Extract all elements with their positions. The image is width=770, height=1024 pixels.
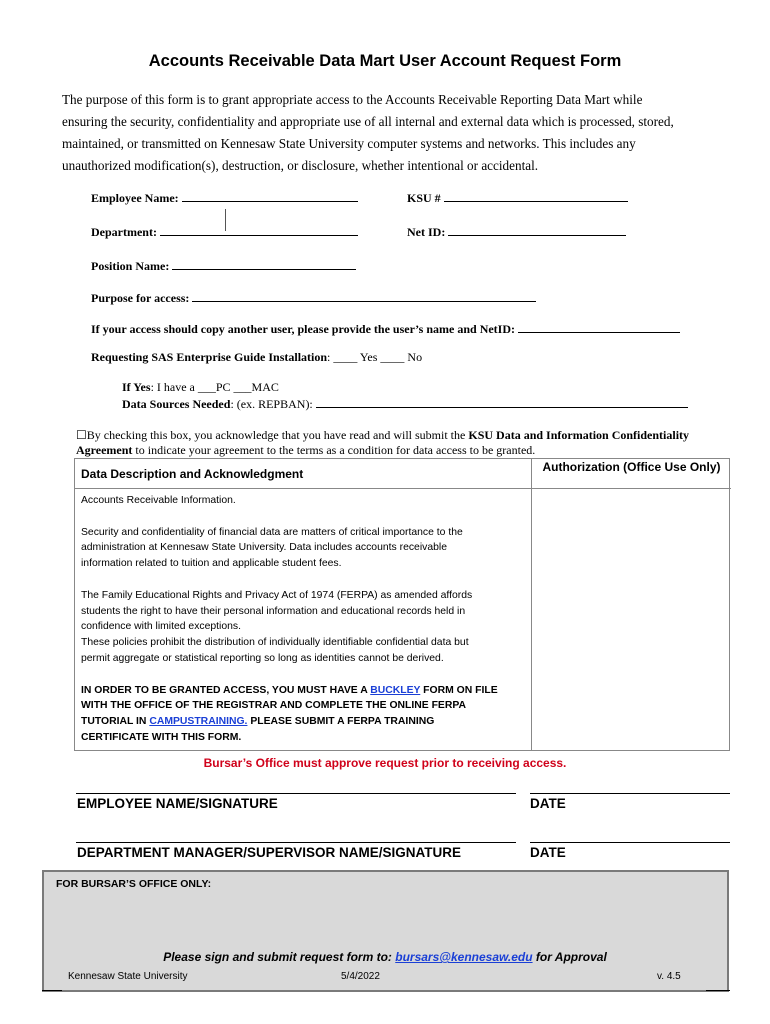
bursar-office-label: FOR BURSAR’S OFFICE ONLY:: [56, 878, 212, 890]
footer-org: Kennesaw State University: [68, 971, 188, 982]
copy-user-line[interactable]: [518, 321, 680, 333]
table-line: The Family Educational Rights and Privacy Act of 1974 (FERPA) as amended affords: [81, 589, 473, 601]
ferpa-notice-line: CERTIFICATE WITH THIS FORM.: [81, 731, 242, 743]
net-id-label: Net ID:: [407, 225, 446, 239]
table-body-left: [75, 489, 532, 751]
footer-rule-right: [706, 990, 730, 991]
table-line: information related to tuition and applicable student fees.: [81, 558, 342, 570]
table-line: These policies prohibit the distribution of individually identifiable confidential data but: [81, 637, 469, 649]
employee-date-label: DATE: [530, 796, 566, 811]
agreement-text: to indicate your agreement to the terms as a condition for data access to be granted.: [135, 443, 536, 457]
ferpa-notice-line: TUTORIAL IN CAMPUSTRAINING. PLEASE SUBMIT A FERPA TRAINING: [81, 716, 435, 728]
checkbox-text: By checking this box, you acknowledge that you have read and will submit the: [86, 428, 466, 442]
table-line: confidence with limited exceptions.: [81, 621, 241, 633]
intro-line: unauthorized modification(s), destruction, or disclosure, whether intentional or accidental.: [62, 158, 539, 173]
acknowledge-checkbox-row[interactable]: [76, 428, 689, 443]
table-line: Accounts Receivable Information.: [81, 495, 236, 506]
acknowledge-checkbox[interactable]: ☐: [76, 428, 87, 442]
employee-signature-label: EMPLOYEE NAME/SIGNATURE: [77, 796, 278, 811]
footer-version: v. 4.5: [657, 971, 681, 982]
confidentiality-agreement-title: KSU Data and Information Confidentiality: [468, 428, 690, 442]
copy-user-field[interactable]: [91, 321, 680, 337]
intro-line: The purpose of this form is to grant appropriate access to the Accounts Receivable Reporting Data Mart while: [62, 92, 643, 107]
sas-options[interactable]: : ____ Yes ____ No: [327, 350, 423, 364]
position-name-line[interactable]: [172, 258, 356, 270]
data-sources-hint: : (ex. REPBAN):: [230, 397, 316, 411]
manager-date-line[interactable]: [530, 842, 730, 843]
agreement-word: Agreement: [76, 443, 133, 457]
ksu-number-line[interactable]: [444, 190, 628, 202]
approval-note: Bursar’s Office must approve request prior to receiving access.: [203, 756, 567, 770]
copy-user-label: If your access should copy another user, please provide the user’s name and NetID:: [91, 322, 516, 336]
manager-signature-label: DEPARTMENT MANAGER/SUPERVISOR NAME/SIGNATURE: [77, 845, 462, 860]
if-yes-label: If Yes: [122, 380, 151, 394]
employee-signature-line[interactable]: [76, 793, 516, 794]
net-id-line[interactable]: [448, 224, 626, 236]
manager-signature-line[interactable]: [76, 842, 516, 843]
table-header-right: Authorization (Office Use Only): [532, 459, 731, 489]
table-header-left: Data Description and Acknowledgment: [75, 459, 532, 489]
net-id-field[interactable]: [407, 224, 626, 240]
manager-date-label: DATE: [530, 845, 566, 860]
department-line[interactable]: [160, 224, 358, 236]
ksu-number-field[interactable]: [407, 190, 628, 206]
if-yes-field[interactable]: [122, 380, 279, 395]
position-name-label: Position Name:: [91, 259, 170, 273]
data-sources-line[interactable]: [316, 396, 688, 408]
sas-installation-field[interactable]: [91, 350, 422, 365]
position-name-field[interactable]: [91, 258, 356, 274]
page-title: Accounts Receivable Data Mart User Account Request Form: [148, 52, 622, 70]
purpose-field[interactable]: [91, 290, 536, 306]
text-cursor: [225, 209, 226, 231]
ferpa-notice-line: WITH THE OFFICE OF THE REGISTRAR AND COMPLETE THE ONLINE FERPA: [81, 700, 467, 712]
if-yes-options[interactable]: : I have a ___PC ___MAC: [150, 380, 279, 394]
ferpa-notice-line: IN ORDER TO BE GRANTED ACCESS, YOU MUST HAVE A BUCKLEY FORM ON FILE: [81, 684, 498, 696]
purpose-label: Purpose for access:: [91, 291, 190, 305]
sas-label: Requesting SAS Enterprise Guide Installation: [91, 350, 328, 364]
bursar-email-link[interactable]: bursars@kennesaw.edu: [395, 950, 533, 964]
employee-name-field[interactable]: [91, 190, 358, 206]
department-label: Department:: [91, 225, 157, 239]
ksu-number-label: KSU #: [407, 191, 441, 205]
intro-line: maintained, or transmitted on Kennesaw State University computer systems and networks. This includes any: [62, 136, 636, 151]
intro-paragraph: [62, 89, 722, 177]
table-line: Security and confidentiality of financial data are matters of critical importance to the: [81, 526, 463, 538]
data-sources-field[interactable]: [122, 396, 688, 412]
employee-name-label: Employee Name:: [91, 191, 179, 205]
data-sources-label: Data Sources Needed: [122, 397, 231, 411]
submit-instruction: Please sign and submit request form to: bursars@kennesaw.edu for Approval: [163, 950, 607, 964]
table-line: administration at Kennesaw State University. Data includes accounts receivable: [81, 542, 447, 554]
table-line: students the right to have their personal information and educational records held in: [81, 605, 466, 617]
intro-line: ensuring the security, confidentiality and appropriate use of all internal and external data which is processed, stored,: [62, 114, 674, 129]
data-acknowledgment-table: [74, 458, 730, 751]
table-line: permit aggregate or statistical reporting so long as identities cannot be derived.: [81, 652, 444, 664]
employee-name-line[interactable]: [182, 190, 358, 202]
footer-rule-left: [42, 990, 62, 991]
employee-date-line[interactable]: [530, 793, 730, 794]
purpose-line[interactable]: [192, 290, 536, 302]
acknowledge-line-2: [76, 443, 535, 458]
footer-date: 5/4/2022: [341, 971, 380, 982]
campustraining-link[interactable]: CAMPUSTRAINING.: [149, 716, 248, 728]
buckley-link[interactable]: BUCKLEY: [370, 684, 421, 696]
